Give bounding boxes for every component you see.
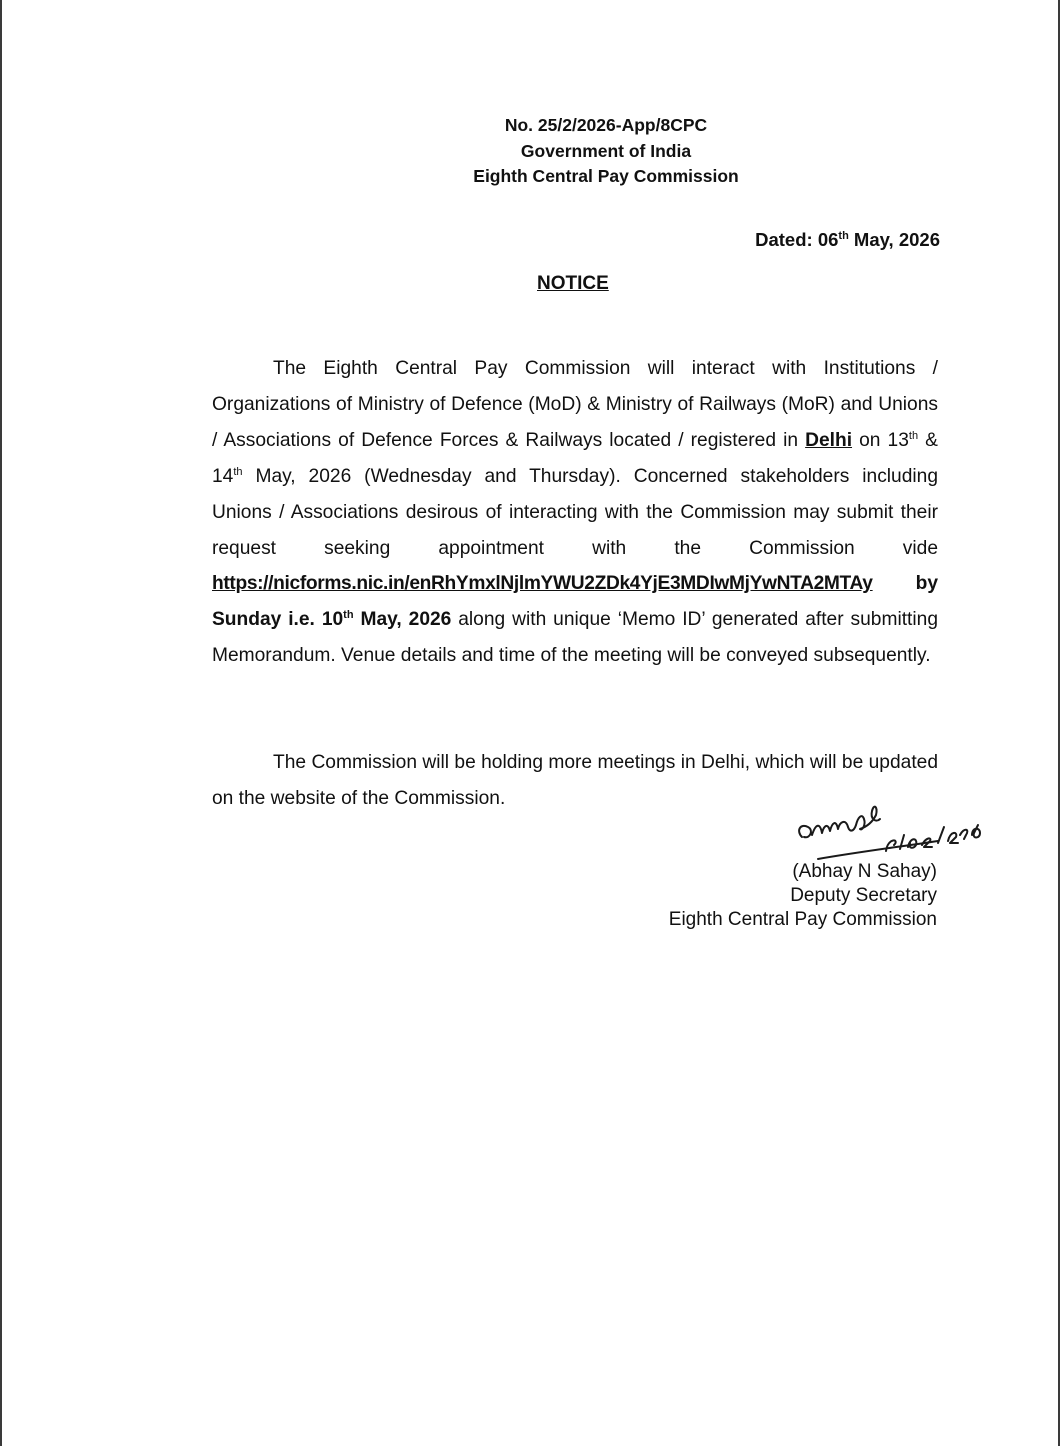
notice-title: NOTICE: [537, 273, 609, 294]
appointment-form-link[interactable]: https://nicforms.nic.in/enRhYmxlNjlmYWU2ZDk4YjE3MDIwMjYwNTA2MTAy: [212, 573, 873, 595]
handwritten-signature: [788, 797, 988, 867]
signatory-organization: Eighth Central Pay Commission: [668, 909, 937, 930]
signatory-designation: Deputy Secretary: [790, 885, 937, 906]
date-line: Dated: 06th May, 2026: [755, 229, 940, 250]
commission-name: Eighth Central Pay Commission: [473, 166, 739, 186]
notice-paragraph-2: The Commission will be holding more meetings in Delhi, which will be updated on the website of the Commission.: [212, 752, 938, 809]
page-edge-left: [0, 0, 2, 1446]
delhi-emphasis: Delhi: [805, 429, 853, 451]
notice-paragraph-1: The Eighth Central Pay Commission will interact with Institutions / Organizations of Ministry of Defence (MoD) & Ministry of Railways (MoR) and Unions / Associations of Defence Forces & Railways located / registered in Delhi on 13th & 14th May, 2026 (Wednesday and Thursday). Concerned stakeholders including Unions / Associations desirous of interacting with the Commission may submit their request seeking appointment with the Commission vide https://nicforms.nic.in/enRhYmxlNjlmYWU2ZDk4YjE3MDIwMjYwNTA2MTAy by Sunday i.e. 10th May, 2026 along with unique ‘Memo ID’ generated after submitting Memorandum. Venue details and time of the meeting will be conveyed subsequently.: [212, 358, 938, 667]
letter-header: [400, 113, 812, 190]
signatory-block: [669, 860, 937, 932]
deadline: by Sunday i.e. 10th May, 2026: [212, 573, 938, 631]
government-name: Government of India: [520, 140, 692, 161]
file-number: No. 25/2/2026-App/8CPC: [504, 115, 708, 135]
signatory-name: (Abhay N Sahay): [792, 861, 937, 882]
